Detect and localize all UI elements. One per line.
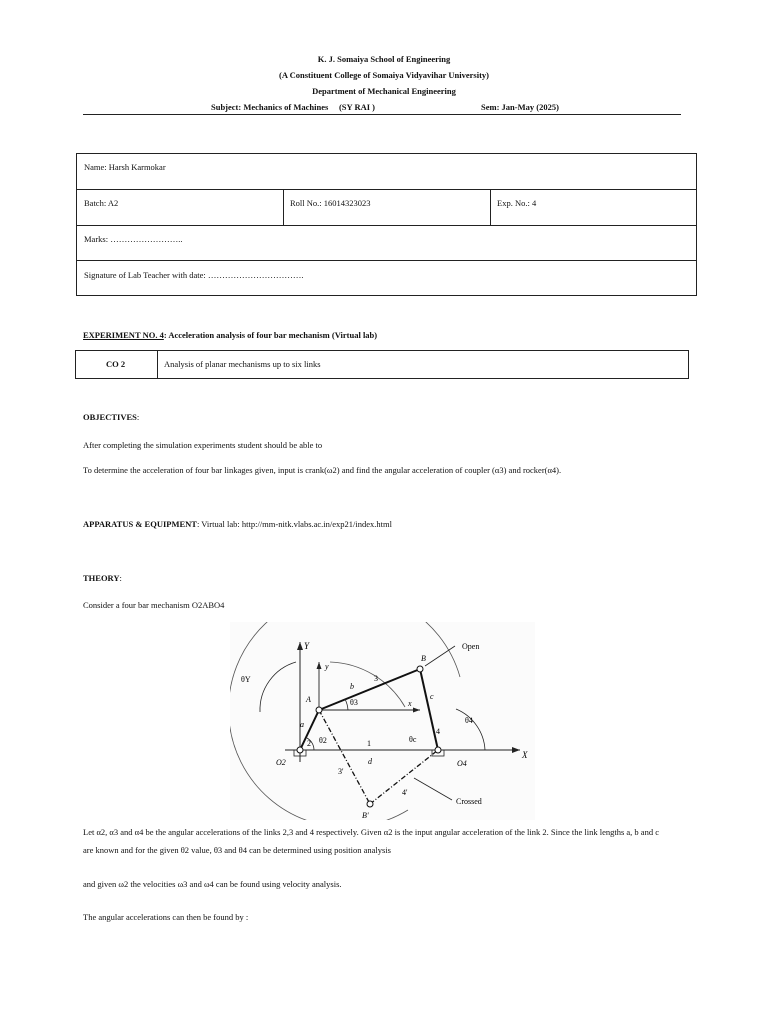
paragraph-3: The angular accelerations can then be found by : — [83, 912, 249, 922]
objectives-title: OBJECTIVES — [83, 412, 137, 422]
joint-b-prime — [367, 801, 373, 807]
label-B-prime: B' — [362, 811, 369, 820]
course-outcome-table — [75, 350, 689, 379]
label-d: d — [368, 757, 372, 766]
label-O4: O4 — [457, 759, 467, 768]
apparatus-text: : Virtual lab: http://mm-nitk.vlabs.ac.in/exp21/index.html — [196, 519, 393, 529]
label-link-1: 1 — [367, 739, 371, 748]
co-code: CO 2 — [106, 359, 126, 369]
label-crossed: Crossed — [456, 797, 482, 806]
student-info-table — [76, 153, 697, 296]
label-link-3-prime: 3' — [338, 767, 344, 776]
label-Y: Y — [304, 641, 310, 651]
theory-title: THEORY — [83, 573, 120, 583]
exp-field: Exp. No.: 4 — [497, 198, 537, 208]
batch-row — [77, 190, 696, 226]
paragraph-1-line-1: Let α2, α3 and α4 be the angular accelerations of the links 2,3 and 4 respectively. Given α2 is the input angular acceleration of the link 2. Since the link lengths a, b and c — [83, 827, 659, 837]
school-name: K. J. Somaiya School of Engineering — [317, 54, 451, 64]
column-divider — [490, 190, 491, 225]
figure-background — [230, 622, 535, 820]
label-open: Open — [462, 642, 480, 651]
label-b: b — [350, 682, 354, 691]
label-theta3: θ3 — [350, 698, 358, 707]
apparatus-line — [83, 519, 392, 529]
experiment-title — [83, 330, 377, 340]
signature-field: Signature of Lab Teacher with date: ……………………………. — [84, 270, 304, 280]
marks-row — [77, 226, 696, 261]
label-X: X — [522, 750, 528, 760]
pivot-o4 — [435, 747, 441, 753]
name-field: Name: Harsh Karmokar — [84, 162, 166, 172]
column-divider — [283, 190, 284, 225]
label-theta2: θ2 — [319, 736, 327, 745]
label-link-3: 3 — [374, 674, 378, 683]
objectives-colon: : — [136, 412, 140, 422]
label-O2: O2 — [276, 758, 286, 767]
college-name: (A Constituent College of Somaiya Vidyavihar University) — [279, 70, 489, 80]
paragraph-1-line-2: are known and for the given θ2 value, θ3 and θ4 can be determined using position analysis — [83, 845, 391, 855]
objectives-line-2: To determine the acceleration of four bar linkages given, input is crank(ω2) and find the angular acceleration of coupler (α3) and rocker(α4). — [83, 465, 562, 475]
label-thetac: θc — [409, 735, 417, 744]
joint-a — [316, 707, 322, 713]
pivot-o2 — [297, 747, 303, 753]
theory-intro: Consider a four bar mechanism O2ABO4 — [83, 600, 225, 610]
objectives-line-1: After completing the simulation experiments student should be able to — [83, 440, 323, 450]
label-theta4: θ4 — [465, 716, 473, 725]
label-a: a — [300, 720, 304, 729]
label-link-4: 4 — [436, 727, 440, 736]
semester-label: Sem: Jan-May (2025) — [481, 102, 559, 112]
label-y: y — [325, 662, 329, 671]
label-thetaY: θY — [241, 675, 251, 684]
experiment-name: : Acceleration analysis of four bar mechanism (Virtual lab) — [163, 330, 378, 340]
batch-field: Batch: A2 — [84, 198, 119, 208]
label-link-2: 2 — [307, 739, 311, 748]
label-c: c — [430, 692, 434, 701]
label-x: x — [408, 699, 412, 708]
theory-colon: : — [119, 573, 122, 583]
label-link-4-prime: 4' — [402, 788, 408, 797]
label-A: A — [306, 695, 311, 704]
objectives-heading — [83, 412, 139, 422]
marks-field: Marks: …………………….. — [84, 234, 183, 244]
co-description: Analysis of planar mechanisms up to six links — [164, 359, 321, 369]
joint-b — [417, 666, 423, 672]
name-row — [77, 154, 696, 190]
header-rule — [83, 114, 681, 115]
column-divider — [157, 351, 158, 378]
theory-heading — [83, 573, 122, 583]
apparatus-heading: APPARATUS & EQUIPMENT — [83, 519, 197, 529]
paragraph-2: and given ω2 the velocities ω3 and ω4 can be found using velocity analysis. — [83, 879, 342, 889]
department-name: Department of Mechanical Engineering — [312, 86, 456, 96]
four-bar-mechanism-figure — [230, 622, 535, 820]
roll-field: Roll No.: 16014323023 — [290, 198, 371, 208]
experiment-number: EXPERIMENT NO. 4 — [83, 330, 164, 340]
signature-row — [77, 261, 696, 295]
label-B: B — [421, 654, 426, 663]
subject-label: Subject: Mechanics of Machines (SY RAI ) — [211, 102, 376, 112]
